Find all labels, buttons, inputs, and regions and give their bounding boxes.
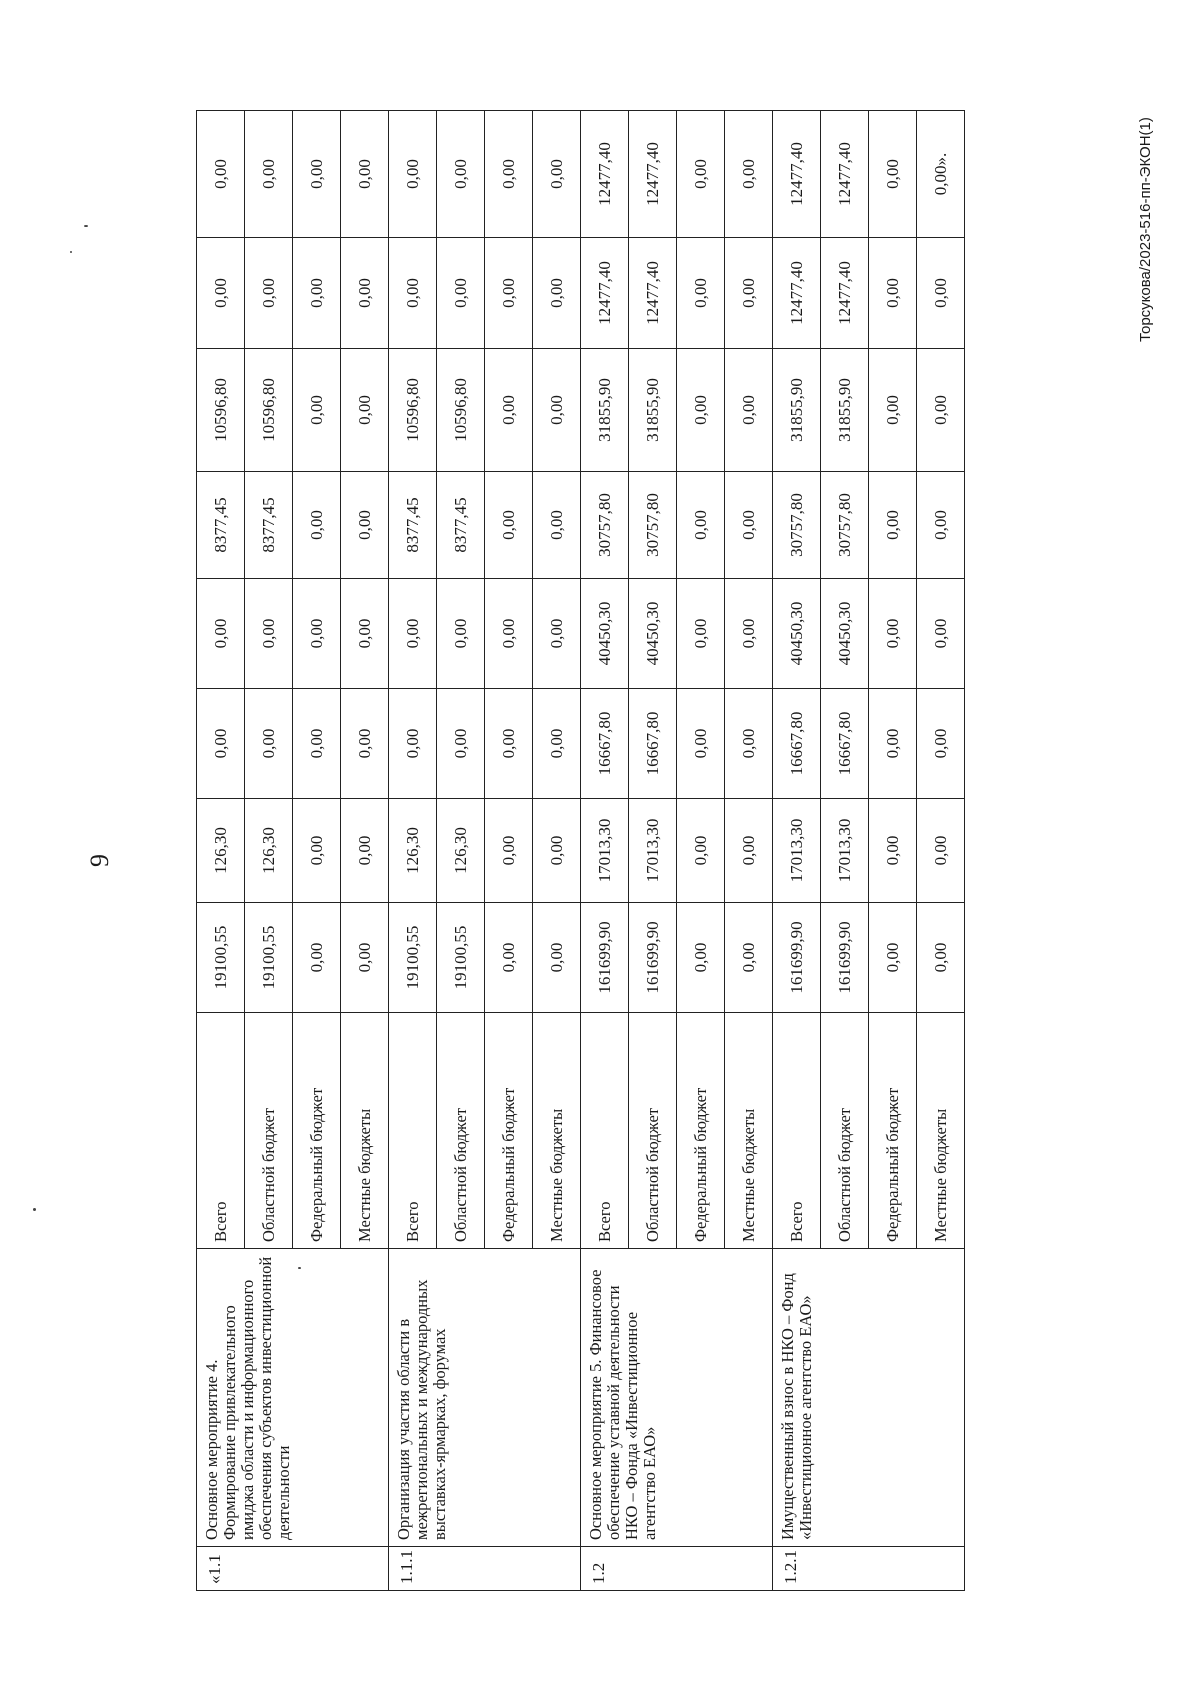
amount-cell: 0,00 — [677, 111, 725, 238]
funding-source: Всего — [389, 1013, 437, 1249]
amount-cell: 0,00 — [245, 111, 293, 238]
amount-cell: 0,00 — [917, 579, 965, 689]
amount-cell: 31855,90 — [581, 349, 629, 472]
table-row — [581, 111, 629, 1591]
amount-cell: 12477,40 — [629, 111, 677, 238]
item-name: Имущественный взнос в НКО – Фонд «Инвестиционное агентство ЕАО» — [773, 1249, 965, 1547]
amount-cell: 17013,30 — [821, 799, 869, 903]
amount-cell: 0,00 — [917, 689, 965, 799]
amount-cell: 0,00 — [677, 349, 725, 472]
amount-cell: 40450,30 — [773, 579, 821, 689]
amount-cell: 126,30 — [245, 799, 293, 903]
amount-cell: 16667,80 — [773, 689, 821, 799]
amount-cell: 0,00 — [677, 472, 725, 579]
funding-source: Местные бюджеты — [725, 1013, 773, 1249]
amount-cell: 0,00 — [725, 799, 773, 903]
funding-source: Федеральный бюджет — [293, 1013, 341, 1249]
funding-source: Федеральный бюджет — [485, 1013, 533, 1249]
amount-cell: 40450,30 — [581, 579, 629, 689]
table-row — [773, 111, 821, 1591]
amount-cell: 40450,30 — [629, 579, 677, 689]
amount-cell: 8377,45 — [245, 472, 293, 579]
amount-cell: 10596,80 — [437, 349, 485, 472]
funding-source: Местные бюджеты — [341, 1013, 389, 1249]
funding-source: Областной бюджет — [245, 1013, 293, 1249]
amount-cell: 17013,30 — [773, 799, 821, 903]
amount-cell: 19100,55 — [437, 903, 485, 1013]
item-name: Основное мероприятие 5. Финансовое обеспечение уставной деятельности НКО – Фонда «Инвестиционное агентство ЕАО» — [581, 1249, 773, 1547]
amount-cell: 0,00 — [437, 238, 485, 349]
amount-cell: 0,00 — [485, 579, 533, 689]
amount-cell: 0,00 — [869, 238, 917, 349]
amount-cell: 0,00 — [293, 111, 341, 238]
funding-source: Всего — [197, 1013, 245, 1249]
amount-cell: 161699,90 — [773, 903, 821, 1013]
amount-cell: 12477,40 — [821, 111, 869, 238]
amount-cell: 0,00 — [437, 689, 485, 799]
amount-cell: 0,00 — [341, 238, 389, 349]
amount-cell: 0,00 — [293, 799, 341, 903]
amount-cell: 0,00 — [677, 799, 725, 903]
funding-source: Областной бюджет — [821, 1013, 869, 1249]
amount-cell: 16667,80 — [821, 689, 869, 799]
amount-cell: 0,00 — [725, 579, 773, 689]
amount-cell: 30757,80 — [581, 472, 629, 579]
amount-cell: 0,00 — [533, 472, 581, 579]
scan-speck — [70, 251, 72, 253]
amount-cell: 0,00 — [533, 799, 581, 903]
amount-cell: 0,00 — [677, 579, 725, 689]
scan-speck — [84, 225, 88, 227]
amount-cell: 8377,45 — [197, 472, 245, 579]
amount-cell: 0,00 — [725, 903, 773, 1013]
amount-cell: 19100,55 — [245, 903, 293, 1013]
amount-cell: 0,00 — [917, 349, 965, 472]
amount-cell: 0,00». — [917, 111, 965, 238]
amount-cell: 0,00 — [869, 799, 917, 903]
amount-cell: 0,00 — [917, 903, 965, 1013]
amount-cell: 30757,80 — [629, 472, 677, 579]
amount-cell: 0,00 — [869, 579, 917, 689]
amount-cell: 31855,90 — [773, 349, 821, 472]
amount-cell: 0,00 — [725, 349, 773, 472]
amount-cell: 0,00 — [341, 349, 389, 472]
amount-cell: 161699,90 — [581, 903, 629, 1013]
amount-cell: 0,00 — [725, 238, 773, 349]
page-number: 9 — [85, 854, 114, 867]
amount-cell: 0,00 — [533, 903, 581, 1013]
amount-cell: 0,00 — [485, 238, 533, 349]
amount-cell: 0,00 — [437, 111, 485, 238]
amount-cell: 0,00 — [197, 579, 245, 689]
funding-source: Местные бюджеты — [917, 1013, 965, 1249]
amount-cell: 12477,40 — [773, 111, 821, 238]
funding-source: Всего — [581, 1013, 629, 1249]
amount-cell: 0,00 — [917, 472, 965, 579]
funding-source: Федеральный бюджет — [677, 1013, 725, 1249]
amount-cell: 31855,90 — [629, 349, 677, 472]
amount-cell: 8377,45 — [437, 472, 485, 579]
amount-cell: 0,00 — [485, 111, 533, 238]
amount-cell: 0,00 — [725, 111, 773, 238]
amount-cell: 31855,90 — [821, 349, 869, 472]
amount-cell: 0,00 — [197, 111, 245, 238]
amount-cell: 12477,40 — [581, 111, 629, 238]
amount-cell: 0,00 — [485, 903, 533, 1013]
amount-cell: 0,00 — [869, 689, 917, 799]
funding-source: Областной бюджет — [437, 1013, 485, 1249]
budget-table — [196, 110, 965, 1591]
funding-source: Федеральный бюджет — [869, 1013, 917, 1249]
funding-source: Всего — [773, 1013, 821, 1249]
amount-cell: 12477,40 — [821, 238, 869, 349]
amount-cell: 0,00 — [245, 689, 293, 799]
amount-cell: 0,00 — [389, 111, 437, 238]
amount-cell: 0,00 — [533, 579, 581, 689]
amount-cell: 0,00 — [389, 579, 437, 689]
document-code: Торсукова/2023-516-пп-ЭКОН(1) — [1137, 117, 1154, 342]
funding-source: Местные бюджеты — [533, 1013, 581, 1249]
amount-cell: 0,00 — [341, 903, 389, 1013]
amount-cell: 0,00 — [677, 238, 725, 349]
amount-cell: 0,00 — [341, 472, 389, 579]
amount-cell: 0,00 — [485, 349, 533, 472]
amount-cell: 19100,55 — [389, 903, 437, 1013]
amount-cell: 0,00 — [293, 903, 341, 1013]
amount-cell: 16667,80 — [629, 689, 677, 799]
amount-cell: 161699,90 — [821, 903, 869, 1013]
amount-cell: 0,00 — [533, 111, 581, 238]
amount-cell: 126,30 — [389, 799, 437, 903]
amount-cell: 10596,80 — [245, 349, 293, 472]
amount-cell: 0,00 — [341, 579, 389, 689]
table-row — [389, 111, 437, 1591]
amount-cell: 0,00 — [533, 349, 581, 472]
amount-cell: 0,00 — [293, 689, 341, 799]
amount-cell: 0,00 — [341, 799, 389, 903]
amount-cell: 0,00 — [725, 689, 773, 799]
amount-cell: 126,30 — [197, 799, 245, 903]
item-code: «1.1 — [197, 1547, 389, 1591]
amount-cell: 0,00 — [533, 689, 581, 799]
amount-cell: 12477,40 — [629, 238, 677, 349]
amount-cell: 30757,80 — [773, 472, 821, 579]
amount-cell: 0,00 — [869, 349, 917, 472]
amount-cell: 0,00 — [341, 689, 389, 799]
amount-cell: 10596,80 — [389, 349, 437, 472]
amount-cell: 17013,30 — [629, 799, 677, 903]
item-name: Основное мероприятие 4. Формирование привлекательного имиджа области и информационного обеспечения субъектов инвестиционной деятельности — [197, 1249, 389, 1547]
amount-cell: 12477,40 — [581, 238, 629, 349]
item-name: Организация участия области в межрегиональных и международных выставках-ярмарках, форумах — [389, 1249, 581, 1547]
amount-cell: 0,00 — [677, 903, 725, 1013]
amount-cell: 0,00 — [533, 238, 581, 349]
amount-cell: 0,00 — [341, 111, 389, 238]
amount-cell: 0,00 — [917, 799, 965, 903]
amount-cell: 16667,80 — [581, 689, 629, 799]
amount-cell: 40450,30 — [821, 579, 869, 689]
table-row — [197, 111, 245, 1591]
item-code: 1.1.1 — [389, 1547, 581, 1591]
amount-cell: 0,00 — [245, 579, 293, 689]
amount-cell: 0,00 — [389, 689, 437, 799]
scan-speck — [33, 1208, 36, 1211]
amount-cell: 10596,80 — [197, 349, 245, 472]
amount-cell: 0,00 — [293, 579, 341, 689]
amount-cell: 0,00 — [917, 238, 965, 349]
amount-cell: 126,30 — [437, 799, 485, 903]
amount-cell: 30757,80 — [821, 472, 869, 579]
amount-cell: 0,00 — [725, 472, 773, 579]
item-code: 1.2.1 — [773, 1547, 965, 1591]
amount-cell: 0,00 — [389, 238, 437, 349]
amount-cell: 0,00 — [677, 689, 725, 799]
amount-cell: 0,00 — [293, 472, 341, 579]
amount-cell: 0,00 — [485, 472, 533, 579]
amount-cell: 0,00 — [197, 689, 245, 799]
amount-cell: 0,00 — [197, 238, 245, 349]
amount-cell: 0,00 — [869, 472, 917, 579]
amount-cell: 161699,90 — [629, 903, 677, 1013]
amount-cell: 0,00 — [869, 111, 917, 238]
table-body — [197, 111, 965, 1591]
amount-cell: 0,00 — [869, 903, 917, 1013]
amount-cell: 12477,40 — [773, 238, 821, 349]
amount-cell: 0,00 — [293, 238, 341, 349]
funding-source: Областной бюджет — [629, 1013, 677, 1249]
amount-cell: 0,00 — [293, 349, 341, 472]
amount-cell: 0,00 — [437, 579, 485, 689]
amount-cell: 19100,55 — [197, 903, 245, 1013]
amount-cell: 17013,30 — [581, 799, 629, 903]
amount-cell: 8377,45 — [389, 472, 437, 579]
scan-speck — [298, 1267, 301, 1269]
item-code: 1.2 — [581, 1547, 773, 1591]
amount-cell: 0,00 — [485, 689, 533, 799]
amount-cell: 0,00 — [485, 799, 533, 903]
amount-cell: 0,00 — [245, 238, 293, 349]
